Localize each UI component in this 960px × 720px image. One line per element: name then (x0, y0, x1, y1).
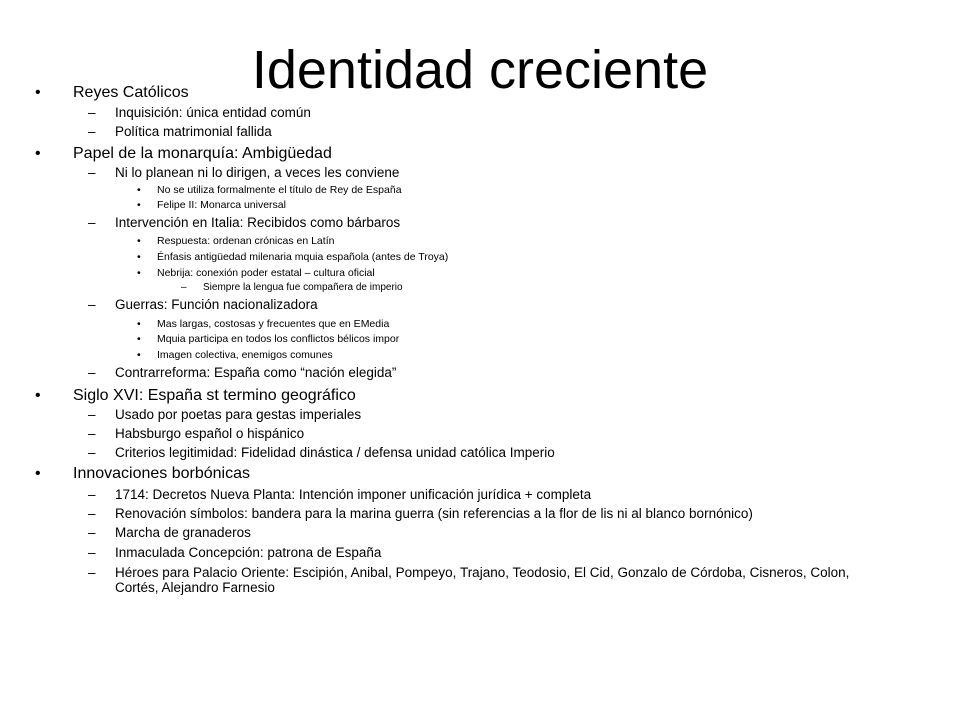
bullet-item-level2 (88, 426, 305, 442)
bullet-dash-icon: – (88, 215, 96, 230)
bullet-item-level3 (137, 235, 335, 248)
bullet-text: Renovación símbolos: bandera para la marina guerra (sin referencias a la flor de lis ni al blanco bornónico) (115, 506, 753, 521)
bullet-item-level2 (88, 165, 400, 181)
bullet-text: No se utiliza formalmente el título de Rey de España (157, 184, 402, 196)
bullet-dot-icon: • (137, 199, 141, 211)
bullet-text: Imagen colectiva, enemigos comunes (157, 349, 333, 361)
bullet-dash-icon: – (181, 282, 187, 293)
bullet-item-level2 (88, 525, 251, 541)
bullet-dash-icon: – (88, 525, 96, 540)
bullet-item-level2 (88, 297, 318, 313)
bullet-dash-icon: – (88, 165, 96, 180)
bullet-text: Inmaculada Concepción: patrona de España (115, 545, 382, 560)
bullet-item-level2 (88, 407, 362, 423)
bullet-text: Héroes para Palacio Oriente: Escipión, Anibal, Pompeyo, Trajano, Teodosio, El Cid, Gonzalo de Córdoba, Cisneros, Colon, Cortés, Alejandro Farnesio (115, 565, 850, 595)
bullet-item-level3 (137, 349, 333, 362)
bullet-text: Respuesta: ordenan crónicas en Latín (157, 235, 335, 247)
bullet-item-level3 (137, 199, 286, 212)
bullet-item-level2 (88, 124, 272, 140)
bullet-dot-icon: • (35, 145, 41, 162)
bullet-item-level1 (35, 386, 356, 405)
bullet-text: Siempre la lengua fue compañera de imperio (203, 282, 403, 293)
bullet-text: Inquisición: única entidad común (115, 105, 311, 120)
bullet-dash-icon: – (88, 487, 96, 502)
bullet-item-level1 (35, 144, 332, 163)
bullet-dash-icon: – (88, 426, 96, 441)
bullet-item-level2 (88, 487, 592, 503)
bullet-dash-icon: – (88, 365, 96, 380)
bullet-text: 1714: Decretos Nueva Planta: Intención imponer unificación jurídica + completa (115, 487, 592, 502)
bullet-item-level3 (137, 251, 449, 264)
bullet-text: Mas largas, costosas y frecuentes que en EMedia (157, 318, 390, 330)
bullet-text: Habsburgo español o hispánico (115, 426, 305, 441)
bullet-dot-icon: • (35, 465, 41, 482)
bullet-dot-icon: • (137, 349, 141, 361)
bullet-text: Criterios legitimidad: Fidelidad dinástica / defensa unidad católica Imperio (115, 445, 555, 460)
bullet-item-level2 (88, 365, 397, 381)
bullet-item-level2 (88, 445, 555, 461)
bullet-dash-icon: – (88, 565, 96, 580)
bullet-dot-icon: • (137, 184, 141, 196)
bullet-text: Innovaciones borbónicas (73, 465, 251, 482)
bullet-dot-icon: • (35, 84, 41, 101)
bullet-dot-icon: • (35, 387, 41, 404)
bullet-item-level2 (88, 565, 895, 595)
bullet-dot-icon: • (137, 251, 141, 263)
bullet-item-level1 (35, 464, 251, 483)
bullet-text: Política matrimonial fallida (115, 124, 272, 139)
bullet-text: Ni lo planean ni lo dirigen, a veces les conviene (115, 165, 400, 180)
bullet-dash-icon: – (88, 407, 96, 422)
bullet-item-level3 (137, 318, 390, 331)
bullet-text: Guerras: Función nacionalizadora (115, 297, 318, 312)
bullet-text: Mquia participa en todos los conflictos bélicos impor (157, 333, 400, 345)
bullet-dash-icon: – (88, 545, 96, 560)
bullet-text: Contrarreforma: España como “nación elegida” (115, 365, 397, 380)
bullet-dot-icon: • (137, 267, 141, 279)
bullet-text: Intervención en Italia: Recibidos como bárbaros (115, 215, 401, 230)
bullet-dash-icon: – (88, 105, 96, 120)
bullet-text: Énfasis antigüedad milenaria mquia española (antes de Troya) (157, 251, 449, 263)
bullet-text: Felipe II: Monarca universal (157, 199, 286, 211)
bullet-dash-icon: – (88, 124, 96, 139)
bullet-dot-icon: • (137, 318, 141, 330)
bullet-item-level2 (88, 215, 401, 231)
bullet-text: Papel de la monarquía: Ambigüedad (73, 145, 332, 162)
bullet-item-level2 (88, 506, 753, 522)
bullet-dot-icon: • (137, 333, 141, 345)
bullet-item-level2 (88, 105, 311, 121)
bullet-text: Siglo XVI: España st termino geográfico (73, 387, 356, 404)
bullet-text: Usado por poetas para gestas imperiales (115, 407, 362, 422)
bullet-text: Reyes Católicos (73, 84, 189, 101)
bullet-item-level4 (181, 282, 403, 294)
bullet-text: Marcha de granaderos (115, 525, 251, 540)
bullet-item-level3 (137, 184, 402, 197)
bullet-dot-icon: • (137, 235, 141, 247)
bullet-item-level3 (137, 267, 375, 280)
bullet-dash-icon: – (88, 297, 96, 312)
slide-title: Identidad creciente (251, 40, 709, 100)
bullet-text: Nebrija: conexión poder estatal – cultura oficial (157, 267, 375, 279)
bullet-item-level3 (137, 333, 400, 346)
bullet-dash-icon: – (88, 445, 96, 460)
bullet-dash-icon: – (88, 506, 96, 521)
bullet-item-level2 (88, 545, 382, 561)
